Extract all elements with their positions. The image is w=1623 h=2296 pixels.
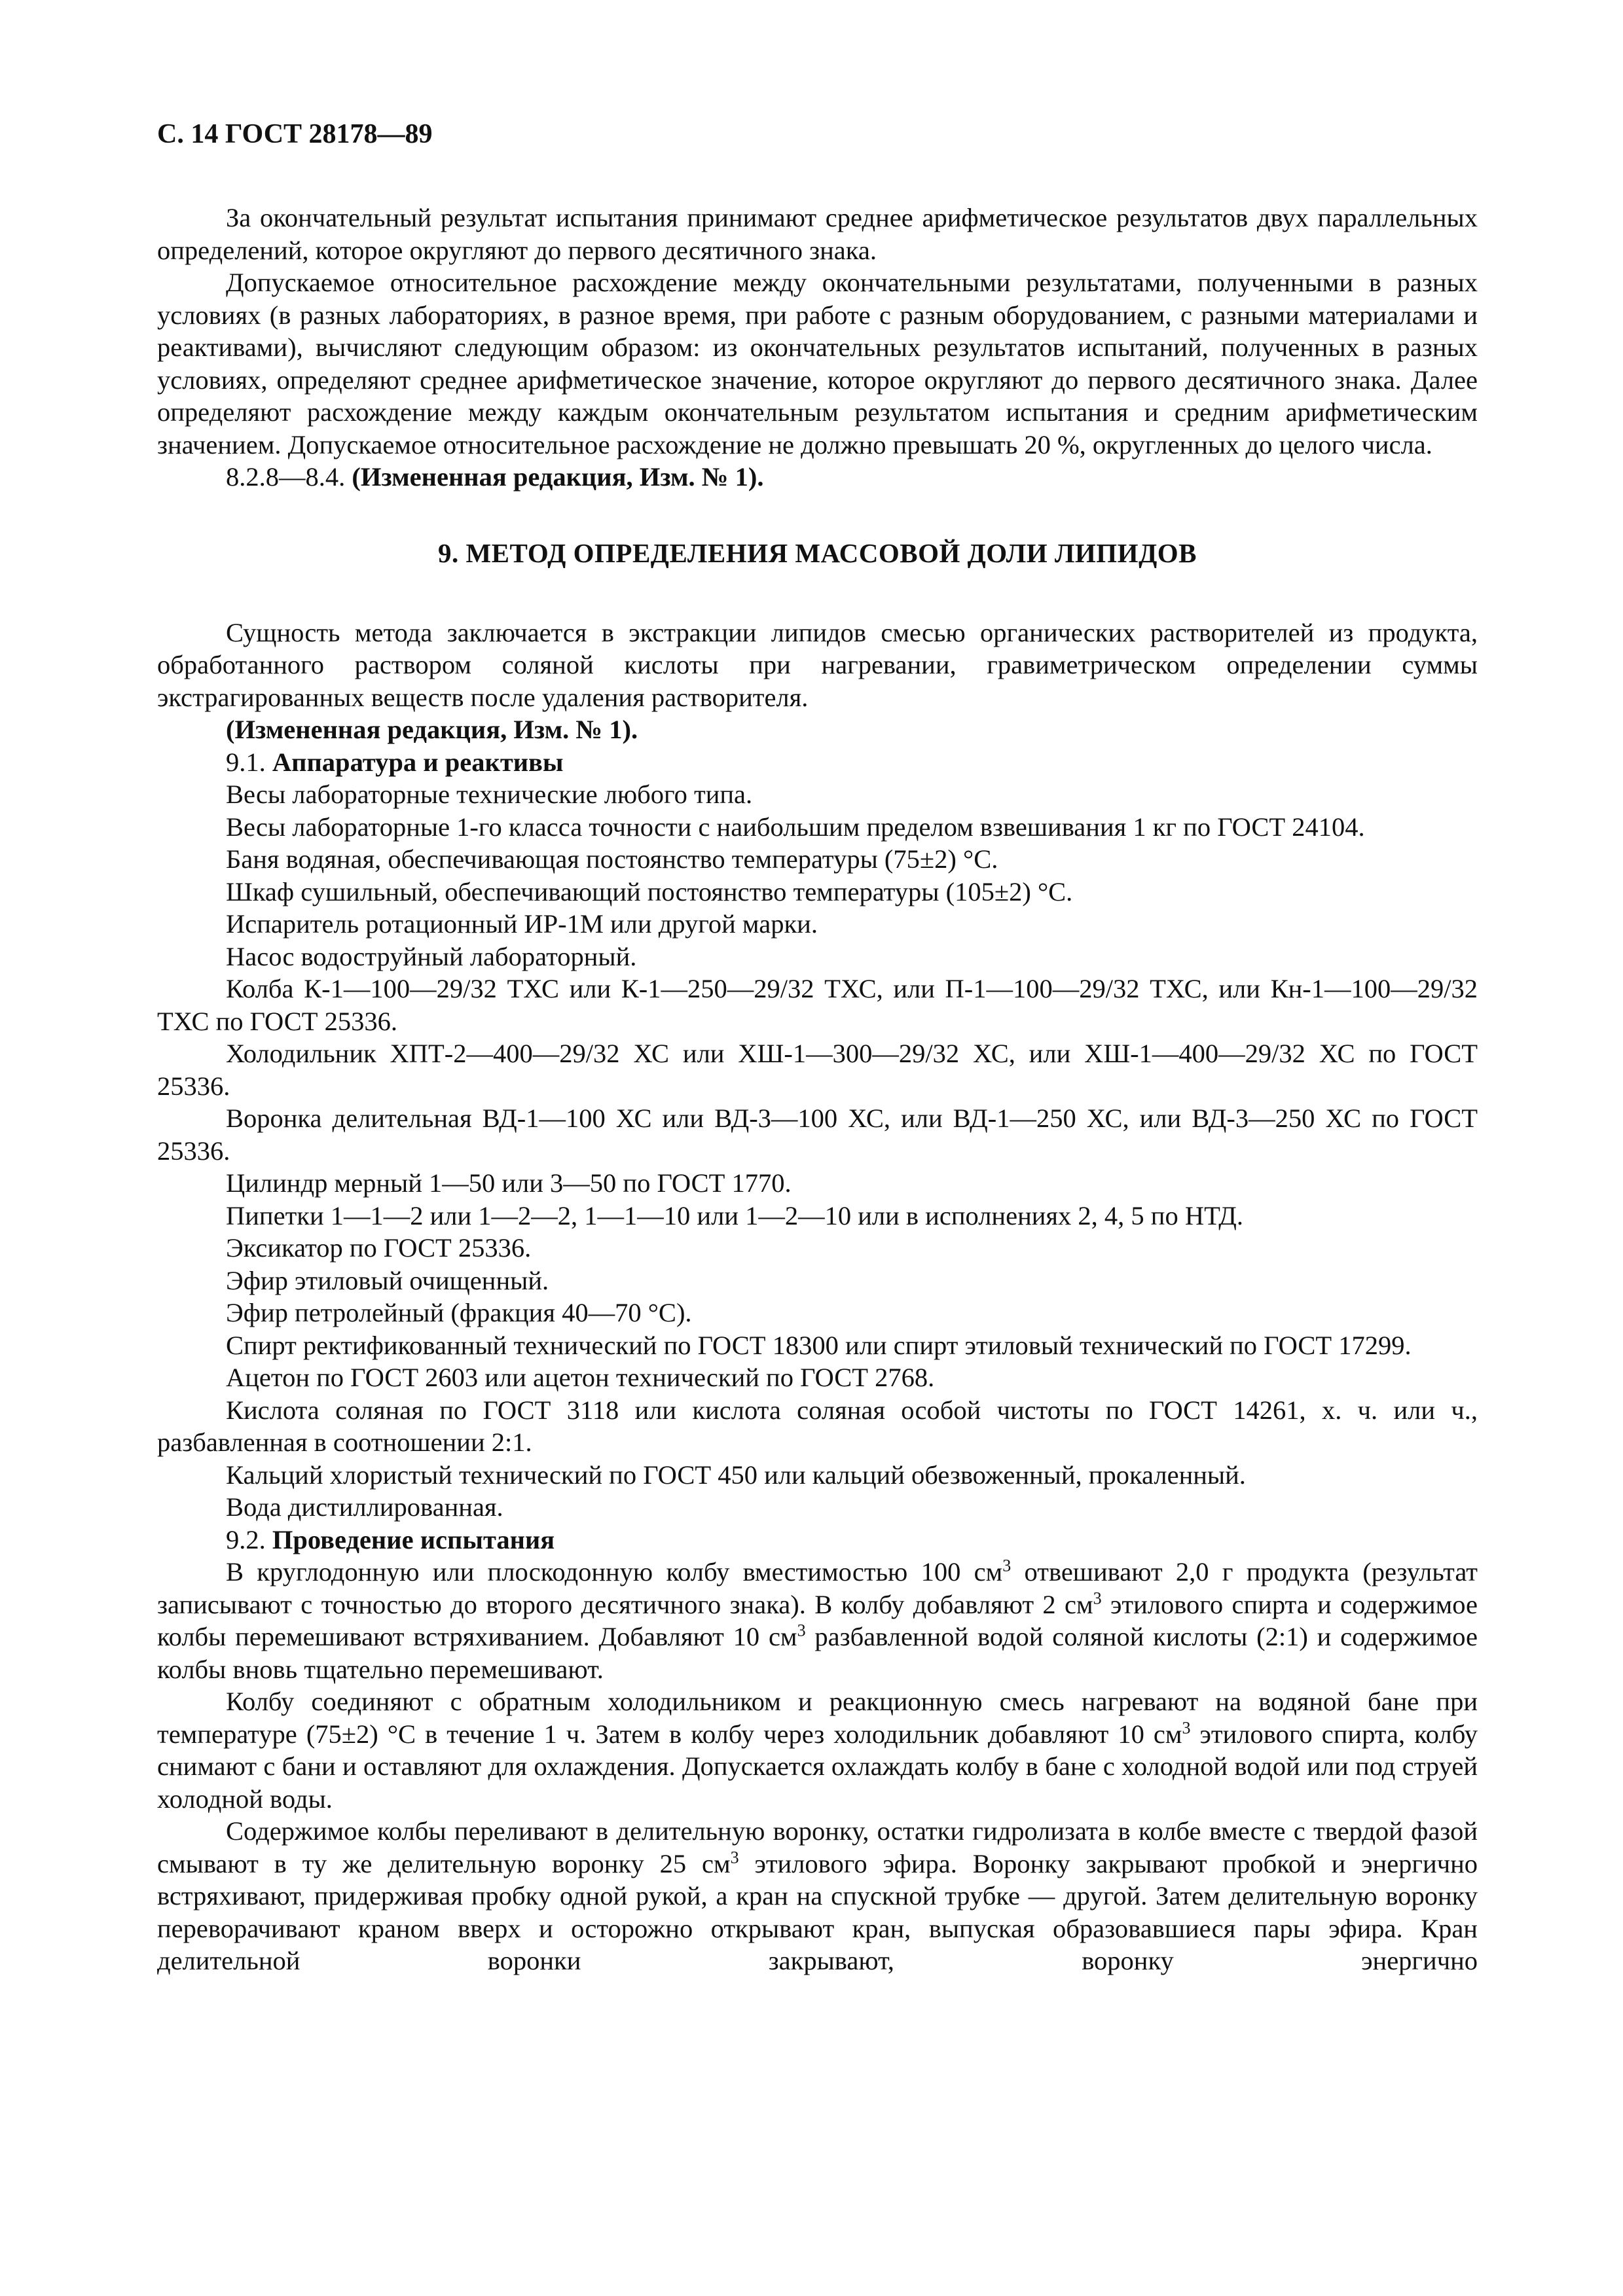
clause-number: 8.2.8—8.4. xyxy=(226,462,346,492)
subsection-title: Проведение испытания xyxy=(272,1524,555,1554)
list-item: Вода дистиллированная. xyxy=(226,1492,503,1522)
paragraph-tolerance: Допускаемое относительное расхождение между окончательными результатами, полученными в разных условиях (в разных лабораториях, в разное время, при работе с разным оборудованием, с разными материалами и реактивами), вычисляют следующим образом: из окончательных результатов испытаний, полученных в разных условиях, определяют среднее арифметическое значение, которое округляют до первого десятичного знака. Далее определяют расхождение между каждым окончательным результатом испытания и средним арифметическим значением. Допускаемое относительное расхождение не должно превышать 20 %, округленных до целого числа. xyxy=(157,268,1478,459)
list-item: Кальций хлористый технический по ГОСТ 450 или кальций обезвоженный, прокаленный. xyxy=(226,1460,1246,1490)
list-item: Шкаф сушильный, обеспечивающий постоянство температуры (105±2) °С. xyxy=(226,876,1073,906)
list-item: Испаритель ротационный ИР-1М или другой марки. xyxy=(226,909,818,939)
page-header: С. 14 ГОСТ 28178—89 xyxy=(157,119,433,149)
paragraph-method-essence: Сущность метода заключается в экстракции липидов смесью органических растворителей из продукта, обработанного раствором соляной кислоты при нагревании, гравиметрическом определении суммы экстрагированных веществ после удаления растворителя. xyxy=(157,617,1478,712)
list-item: Эксикатор по ГОСТ 25336. xyxy=(226,1233,532,1263)
paragraph-revision-8 xyxy=(157,461,1478,493)
section-title: 9. МЕТОД ОПРЕДЕЛЕНИЯ МАССОВОЙ ДОЛИ ЛИПИДОВ xyxy=(437,537,1197,568)
list-item: Весы лабораторные 1-го класса точности с наибольшим пределом взвешивания 1 кг по ГОСТ 24104. xyxy=(226,812,1365,842)
paragraph-final-result: За окончательный результат испытания принимают среднее арифметическое результатов двух параллельных определений, которое округляют до первого десятичного знака. xyxy=(157,203,1478,265)
subsection-heading-9-1 xyxy=(157,746,1478,779)
list-item: Эфир петролейный (фракция 40—70 °С). xyxy=(226,1298,692,1327)
list-item: Холодильник ХПТ-2—400—29/32 ХС или ХШ-1—300—29/32 ХС, или ХШ-1—400—29/32 ХС по ГОСТ 25336. xyxy=(157,1039,1478,1101)
paragraph-procedure-1: В круглодонную или плоскодонную колбу вместимостью 100 $см^3$ отвешивают 2,0 г продукта (результат записывают с точностью до второго десятичного знака). В колбу добавляют 2 $см^3$ этилового спирта и содержимое колбы перемешивают встряхиванием. Добавляют 10 $см^3$ разбавленной водой соляной кислоты (2:1) и содержимое колбы вновь тщательно перемешивают. xyxy=(157,1556,1478,1684)
clause-number: 9.2. xyxy=(226,1524,266,1554)
list-item: Баня водяная, обеспечивающая постоянство температуры (75±2) °С. xyxy=(226,844,998,874)
subsection-title: Аппаратура и реактивы xyxy=(272,747,564,777)
list-item: Колба К-1—100—29/32 ТХС или К-1—250—29/32 ТХС, или П-1—100—29/32 ТХС, или Кн-1—100—29/32 ТХС по ГОСТ 25336. xyxy=(157,974,1478,1036)
list-item: Пипетки 1—1—2 или 1—2—2, 1—1—10 или 1—2—10 или в исполнениях 2, 4, 5 по НТД. xyxy=(226,1200,1244,1230)
list-item: Воронка делительная ВД-1—100 ХС или ВД-3—100 ХС, или ВД-1—250 ХС, или ВД-3—250 ХС по ГОСТ 25336. xyxy=(157,1103,1478,1166)
paragraph-procedure-3: Содержимое колбы переливают в делительную воронку, остатки гидролизата в колбе вместе с твердой фазой смывают в ту же делительную воронку 25 $см^3$ этилового эфира. Воронку закрывают пробкой и энергично встряхивают, придерживая пробку одной рукой, а кран на спускной трубке — другой. Затем делительную воронку переворачивают краном вверх и осторожно открывают кран, выпуская образовавшиеся пары эфира. Кран делительной воронки закрывают, воронку энергично xyxy=(157,1816,1478,1975)
equipment-list xyxy=(157,778,1478,1524)
list-item: Ацетон по ГОСТ 2603 или ацетон технический по ГОСТ 2768. xyxy=(226,1363,935,1392)
revision-note: (Измененная редакция, Изм. № 1). xyxy=(226,715,638,744)
list-item: Спирт ректификованный технический по ГОСТ 18300 или спирт этиловый технический по ГОСТ 17299. xyxy=(226,1330,1412,1360)
list-item: Весы лабораторные технические любого типа. xyxy=(226,780,753,809)
list-item: Эфир этиловый очищенный. xyxy=(226,1265,549,1295)
subsection-heading-9-2 xyxy=(157,1524,1478,1556)
list-item: Насос водоструйный лабораторный. xyxy=(226,941,637,971)
clause-number: 9.1. xyxy=(226,747,266,777)
list-item: Цилиндр мерный 1—50 или 3—50 по ГОСТ 1770. xyxy=(226,1168,792,1198)
paragraph-procedure-2: Колбу соединяют с обратным холодильником и реакционную смесь нагревают на водяной бане при температуре (75±2) °С в течение 1 ч. Затем в колбу через холодильник добавляют 10 $см^3$ этилового спирта, колбу снимают с бани и оставляют для охлаждения. Допускается охлаждать колбу в бане с холодной водой или под струей холодной воды. xyxy=(157,1687,1478,1814)
list-item: Кислота соляная по ГОСТ 3118 или кислота соляная особой чистоты по ГОСТ 14261, х. ч. или ч., разбавленная в соотношении 2:1. xyxy=(157,1395,1478,1457)
revision-note: (Измененная редакция, Изм. № 1). xyxy=(352,462,764,492)
